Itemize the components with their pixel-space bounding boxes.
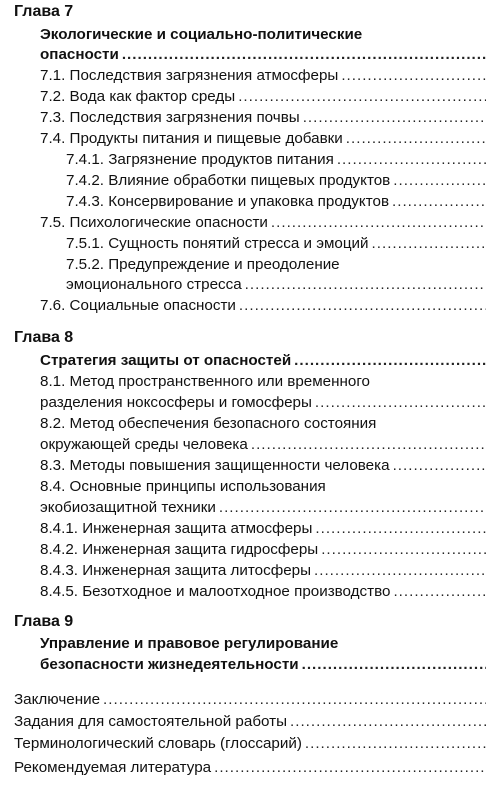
toc-entry-assignments[interactable] (14, 711, 486, 732)
toc-entry[interactable] (40, 295, 486, 316)
chapter-8-heading: Глава 8 (14, 329, 74, 346)
leader-dots (122, 44, 486, 65)
leader-dots (337, 149, 486, 170)
toc-entry[interactable] (40, 539, 486, 560)
leader-dots (341, 65, 486, 86)
toc-entry-text: 8.4.5. Безотходное и малоотходное производство (40, 583, 391, 600)
toc-entry-text: 8.4.1. Инженерная защита атмосферы (40, 520, 313, 537)
toc-entry[interactable] (40, 392, 486, 413)
leader-dots (392, 191, 486, 212)
leader-dots (321, 539, 486, 560)
toc-entry-text: 7.3. Последствия загрязнения почвы (40, 109, 300, 126)
toc-entry-text: эмоционального стресса (66, 276, 242, 293)
toc-entry-text: 7.1. Последствия загрязнения атмосферы (40, 67, 339, 84)
toc-entry-text: 7.6. Социальные опасности (40, 297, 236, 314)
leader-dots (393, 455, 486, 476)
toc-entry-text: 7.4. Продукты питания и пищевые добавки (40, 130, 343, 147)
chapter-9-title-line2[interactable] (40, 654, 486, 675)
toc-entry-text[interactable]: 8.2. Метод обеспечения безопасного состояния (40, 415, 377, 432)
toc-entry[interactable] (40, 128, 486, 149)
leader-dots (393, 170, 486, 191)
leader-dots (214, 757, 486, 778)
toc-entry[interactable] (40, 560, 486, 581)
leader-dots (271, 212, 486, 233)
toc-entry-text: Задания для самостоятельной работы (14, 713, 288, 730)
chapter-9-heading: Глава 9 (14, 613, 74, 630)
leader-dots (346, 128, 486, 149)
toc-entry-text: опасности (40, 46, 119, 63)
toc-entry-literature[interactable] (14, 757, 486, 778)
toc-entry-text: 7.5.1. Сущность понятий стресса и эмоций (66, 235, 369, 252)
toc-entry-text[interactable]: 7.5.2. Предупреждение и преодоление (66, 256, 340, 273)
chapter-7-title-line1: Экологические и социально-политические (40, 26, 363, 43)
toc-entry-text: 8.3. Методы повышения защищенности человека (40, 457, 390, 474)
leader-dots (219, 497, 486, 518)
leader-dots (103, 689, 486, 710)
toc-entry[interactable] (66, 149, 486, 170)
chapter-7-heading: Глава 7 (14, 3, 74, 20)
leader-dots (315, 392, 486, 413)
toc-entry-text: 7.2. Вода как фактор среды (40, 88, 236, 105)
toc-entry-text: разделения ноксосферы и гомосферы (40, 394, 312, 411)
toc-entry[interactable] (40, 581, 486, 602)
toc-entry-text: Терминологический словарь (глоссарий) (14, 735, 302, 752)
leader-dots (238, 86, 486, 107)
leader-dots (302, 654, 486, 675)
leader-dots (314, 560, 486, 581)
toc-entry-text[interactable]: 8.4. Основные принципы использования (40, 478, 326, 495)
leader-dots (239, 295, 486, 316)
toc-entry-text: экобиозащитной техники (40, 499, 216, 516)
toc-entry-text[interactable]: 8.1. Метод пространственного или временного (40, 373, 371, 390)
toc-entry-text: Рекомендуемая литература (14, 759, 212, 776)
leader-dots (393, 581, 486, 602)
leader-dots (305, 733, 486, 754)
toc-entry-text: 7.4.2. Влияние обработки пищевых продуктов (66, 172, 391, 189)
toc-entry-conclusion[interactable] (14, 689, 486, 710)
toc-entry[interactable] (66, 191, 486, 212)
toc-entry[interactable] (40, 434, 486, 455)
toc-entry[interactable] (66, 274, 486, 295)
leader-dots (294, 350, 486, 371)
leader-dots (245, 274, 486, 295)
toc-entry-text: 8.4.2. Инженерная защита гидросферы (40, 541, 319, 558)
toc-entry-text: 8.4.3. Инженерная защита литосферы (40, 562, 312, 579)
toc-entry[interactable] (40, 497, 486, 518)
toc-entry[interactable] (66, 233, 486, 254)
toc-entry-text: Стратегия защиты от опасностей (40, 352, 292, 369)
toc-entry[interactable] (40, 86, 486, 107)
leader-dots (251, 434, 486, 455)
toc-entry[interactable] (66, 170, 486, 191)
leader-dots (315, 518, 486, 539)
toc-entry[interactable] (40, 455, 486, 476)
chapter-8-title[interactable] (40, 350, 486, 371)
toc-entry-text: безопасности жизнедеятельности (40, 656, 299, 673)
toc-entry[interactable] (40, 212, 486, 233)
leader-dots (303, 107, 486, 128)
toc-entry[interactable] (40, 65, 486, 86)
chapter-9-title-line1: Управление и правовое регулирование (40, 635, 339, 652)
toc-entry-text: 7.5. Психологические опасности (40, 214, 268, 231)
toc-entry-text: окружающей среды человека (40, 436, 248, 453)
toc-entry-glossary[interactable] (14, 733, 486, 754)
chapter-7-title-line2[interactable] (40, 44, 486, 65)
toc-entry[interactable] (40, 107, 486, 128)
toc-entry-text: 7.4.3. Консервирование и упаковка продуктов (66, 193, 390, 210)
toc-entry-text: 7.4.1. Загрязнение продуктов питания (66, 151, 334, 168)
toc-entry-text: Заключение (14, 691, 101, 708)
leader-dots (372, 233, 486, 254)
leader-dots (290, 711, 486, 732)
toc-entry[interactable] (40, 518, 486, 539)
